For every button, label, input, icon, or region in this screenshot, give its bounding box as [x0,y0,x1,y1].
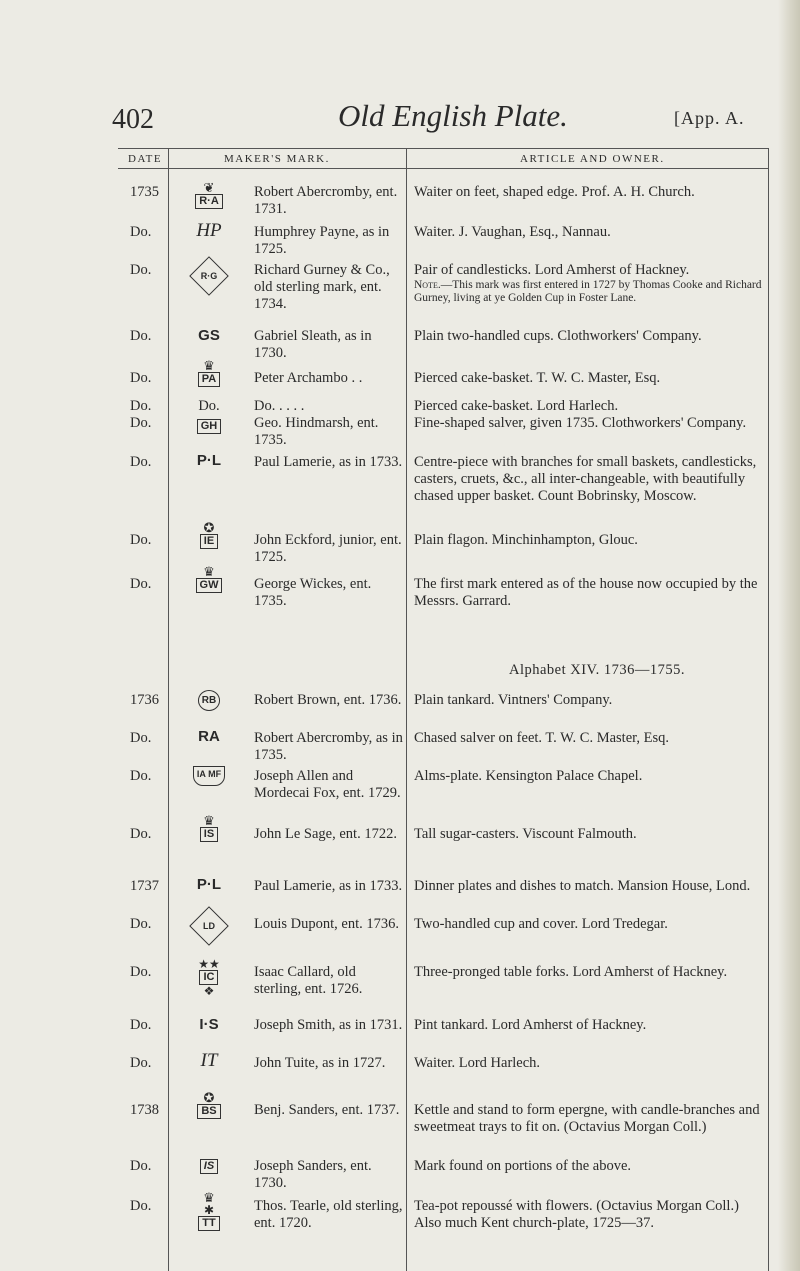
col-header-date: DATE [128,153,163,165]
maker-mark: RA [198,728,220,745]
maker-name: Do. . . . . [254,398,305,414]
maker-name: Louis Dupont, ent. 1736. [254,916,399,932]
maker-mark: RB [172,690,246,711]
maker-mark: I·S [199,1016,219,1033]
maker-mark: ♛ PA [172,360,246,387]
note-label: Note. [414,279,441,291]
article-text: Pair of candlesticks. Lord Amherst of Hackney. [414,262,690,278]
maker-column-rule [406,148,407,1271]
page-header [0,96,800,146]
article-owner: The first mark entered as of the house now occupied by the Messrs. Garrard. [414,576,758,609]
maker-mark: Do. [198,398,220,414]
maker-name: Isaac Callard, old sterling, ent. 1726. [254,964,363,997]
maker-mark: ♛ ✱ TT [172,1192,246,1231]
page-edge [778,0,800,1271]
note-text: —This mark was first entered in 1727 by Thomas Cooke and Richard Gurney, living at ye Golden Cup in Foster Lane. [414,279,762,304]
table-top-rule [118,148,768,149]
maker-mark: ✪ BS [172,1092,246,1119]
article-owner: Pierced cake-basket. Lord Harlech. [414,398,619,414]
maker-mark: IT [200,1050,218,1071]
article-owner: Chased salver on feet. T. W. C. Master, Esq. [414,730,670,746]
table-header-rule [118,168,768,169]
maker-name: Paul Lamerie, as in 1733. [254,454,403,470]
entry-date: Do. [130,1017,152,1033]
entry-date: Do. [130,370,152,386]
article-owner [414,262,766,305]
maker-mark: ✪ IE [172,522,246,549]
article-owner: Pierced cake-basket. T. W. C. Master, Esq. [414,370,661,386]
section-mark: [App. A. [674,108,745,128]
entry-date: Do. [130,398,152,414]
entry-date: Do. [130,415,152,431]
entry-date: Do. [130,1158,152,1174]
entry-date: Do. [130,768,152,784]
maker-mark: ♛ GW [172,566,246,593]
col-header-article: ARTICLE AND OWNER. [520,153,665,165]
article-owner: Three-pronged table forks. Lord Amherst of Hackney. [414,964,728,980]
maker-mark: R·G [172,262,246,290]
alphabet-heading: Alphabet XIV. 1736—1755. [508,662,686,678]
article-owner: Plain tankard. Vintners' Company. [414,692,613,708]
entry-date: 1738 [130,1102,159,1118]
maker-mark: ♛ IS [172,815,246,842]
maker-name: John Eckford, junior, ent. 1725. [254,532,402,565]
article-owner: Centre-piece with branches for small baskets, candlesticks, casters, cruets, &c., all inter-changeable, with beautifully chased upper basket. Count Bobrinsky, Moscow. [414,454,757,504]
article-owner: Mark found on portions of the above. [414,1158,632,1174]
maker-mark: IA MF [172,764,246,786]
maker-mark: P·L [196,876,222,893]
maker-name: Joseph Smith, as in 1731. [254,1017,403,1033]
entry-date: Do. [130,916,152,932]
entry-date: 1737 [130,878,159,894]
maker-name: Robert Abercromby, ent. 1731. [254,184,398,217]
maker-name: Robert Brown, ent. 1736. [254,692,402,708]
maker-name: Benj. Sanders, ent. 1737. [254,1102,400,1118]
article-note [414,279,766,305]
entry-date: Do. [130,328,152,344]
entry-date: Do. [130,576,152,592]
article-owner: Waiter. Lord Harlech. [414,1055,541,1071]
date-column-rule [168,148,169,1271]
maker-name: Thos. Tearle, old sterling, ent. 1720. [254,1198,403,1231]
maker-name: John Le Sage, ent. 1722. [254,826,397,842]
entry-date: Do. [130,1055,152,1071]
entry-date: Do. [130,730,152,746]
maker-mark: ❦ R·A [172,182,246,209]
entry-date: Do. [130,454,152,470]
maker-name: Geo. Hindmarsh, ent. 1735. [254,415,379,448]
right-border-rule [768,148,769,1271]
maker-mark: IS [172,1156,246,1174]
article-owner: Plain flagon. Minchinhampton, Glouc. [414,532,638,548]
entry-date: Do. [130,262,152,278]
article-owner: Pint tankard. Lord Amherst of Hackney. [414,1017,647,1033]
maker-name: Humphrey Payne, as in 1725. [254,224,390,257]
article-owner: Tea-pot repoussé with flowers. (Octavius Morgan Coll.) Also much Kent church-plate, 1725—37. [414,1198,739,1231]
maker-name: Gabriel Sleath, as in 1730. [254,328,372,361]
maker-mark: GS [198,327,220,344]
article-owner: Waiter. J. Vaughan, Esq., Nannau. [414,224,611,240]
entry-date: Do. [130,1198,152,1214]
entry-date: 1736 [130,692,159,708]
entry-date: Do. [130,964,152,980]
maker-name: Peter Archambo . . [254,370,363,386]
article-owner: Kettle and stand to form epergne, with candle-branches and sweetmeat trays to fit on. (Octavius Morgan Coll.) [414,1102,760,1135]
entry-date: Do. [130,532,152,548]
article-owner: Tall sugar-casters. Viscount Falmouth. [414,826,637,842]
article-owner: Dinner plates and dishes to match. Mansion House, Lond. [414,878,751,894]
maker-mark: LD [172,912,246,940]
col-header-maker: MAKER'S MARK. [224,153,330,165]
maker-name: John Tuite, as in 1727. [254,1055,386,1071]
maker-mark: ★★ IC ❖ [198,957,220,998]
maker-name: Robert Abercromby, as in 1735. [254,730,403,763]
page-number: 402 [112,104,154,135]
running-title: Old English Plate. [338,98,568,133]
entry-date: Do. [130,826,152,842]
maker-mark: P·L [196,452,222,469]
maker-name: Joseph Sanders, ent. 1730. [254,1158,372,1191]
maker-mark: HP [196,220,222,241]
entry-date: Do. [130,224,152,240]
article-owner: Waiter on feet, shaped edge. Prof. A. H. Church. [414,184,695,200]
maker-name: Joseph Allen and Mordecai Fox, ent. 1729. [254,768,401,801]
maker-name: George Wickes, ent. 1735. [254,576,372,609]
article-owner: Fine-shaped salver, given 1735. Clothworkers' Company. [414,415,747,431]
maker-name: Richard Gurney & Co., old sterling mark, ent. 1734. [254,262,390,312]
maker-mark: GH [172,416,246,434]
article-owner: Two-handled cup and cover. Lord Tredegar. [414,916,668,932]
maker-name: Paul Lamerie, as in 1733. [254,878,403,894]
entry-date: 1735 [130,184,159,200]
article-owner: Alms-plate. Kensington Palace Chapel. [414,768,643,784]
article-owner: Plain two-handled cups. Clothworkers' Company. [414,328,702,344]
